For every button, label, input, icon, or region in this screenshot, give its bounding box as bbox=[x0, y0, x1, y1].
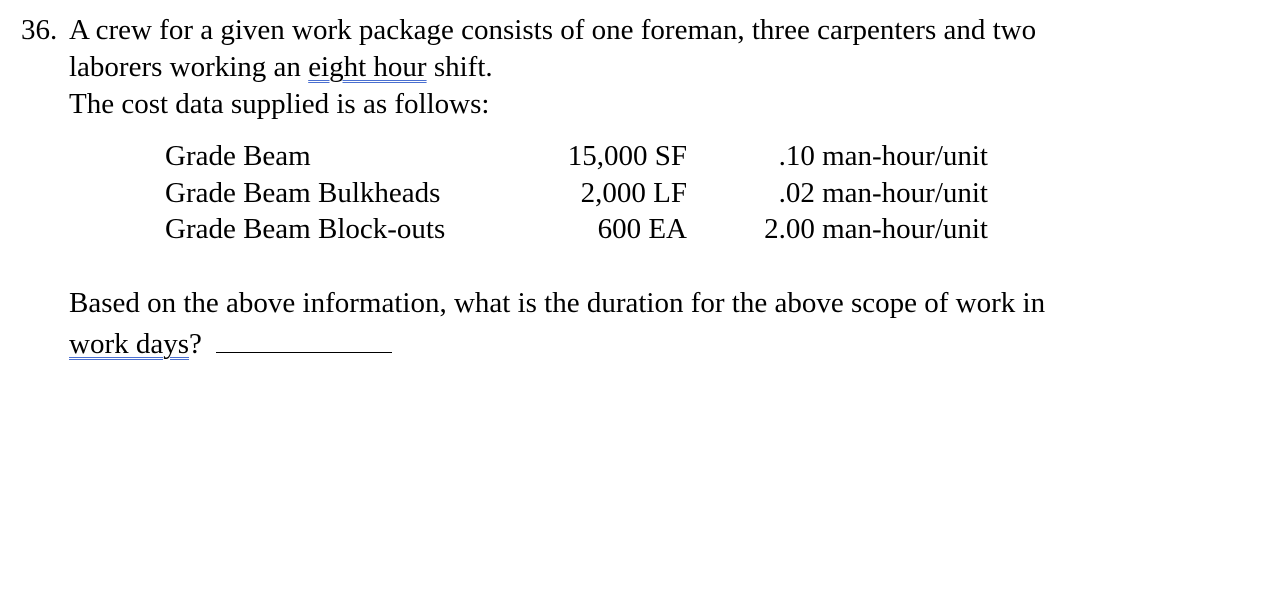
item-name: Grade Beam bbox=[165, 140, 311, 172]
item-quantity: 600 EA bbox=[597, 213, 687, 245]
table-row bbox=[165, 211, 988, 248]
problem-intro-line-1: A crew for a given work package consists of one foreman, three carpenters and two bbox=[69, 14, 1037, 46]
problem-intro-line-3: The cost data supplied is as follows: bbox=[69, 88, 490, 120]
intro-text-shift: shift. bbox=[426, 51, 493, 83]
table-row bbox=[165, 175, 988, 212]
question-number: 36. bbox=[21, 14, 58, 46]
cost-data-table bbox=[165, 138, 988, 248]
table-row bbox=[165, 138, 988, 175]
answer-blank[interactable] bbox=[216, 322, 392, 353]
item-name: Grade Beam Bulkheads bbox=[165, 176, 441, 209]
intro-text-before-shift: laborers working an bbox=[69, 51, 309, 83]
work-days-phrase: work days bbox=[69, 328, 190, 360]
item-rate: 2.00 man-hour/unit bbox=[764, 213, 988, 245]
question-line-1: Based on the above information, what is the duration for the above scope of work in bbox=[69, 287, 1046, 319]
item-rate: .02 man-hour/unit bbox=[778, 176, 988, 209]
question-mark: ? bbox=[189, 328, 202, 360]
item-name: Grade Beam Block-outs bbox=[165, 213, 446, 245]
item-quantity: 15,000 SF bbox=[567, 140, 687, 172]
item-quantity: 2,000 LF bbox=[580, 176, 687, 209]
question-line-2 bbox=[69, 322, 1259, 363]
question-prompt bbox=[69, 285, 1259, 363]
eight-hour-phrase: eight hour bbox=[308, 51, 427, 83]
problem-statement bbox=[69, 12, 1259, 123]
item-rate: .10 man-hour/unit bbox=[778, 140, 988, 172]
problem-intro-line-2 bbox=[69, 49, 1259, 86]
